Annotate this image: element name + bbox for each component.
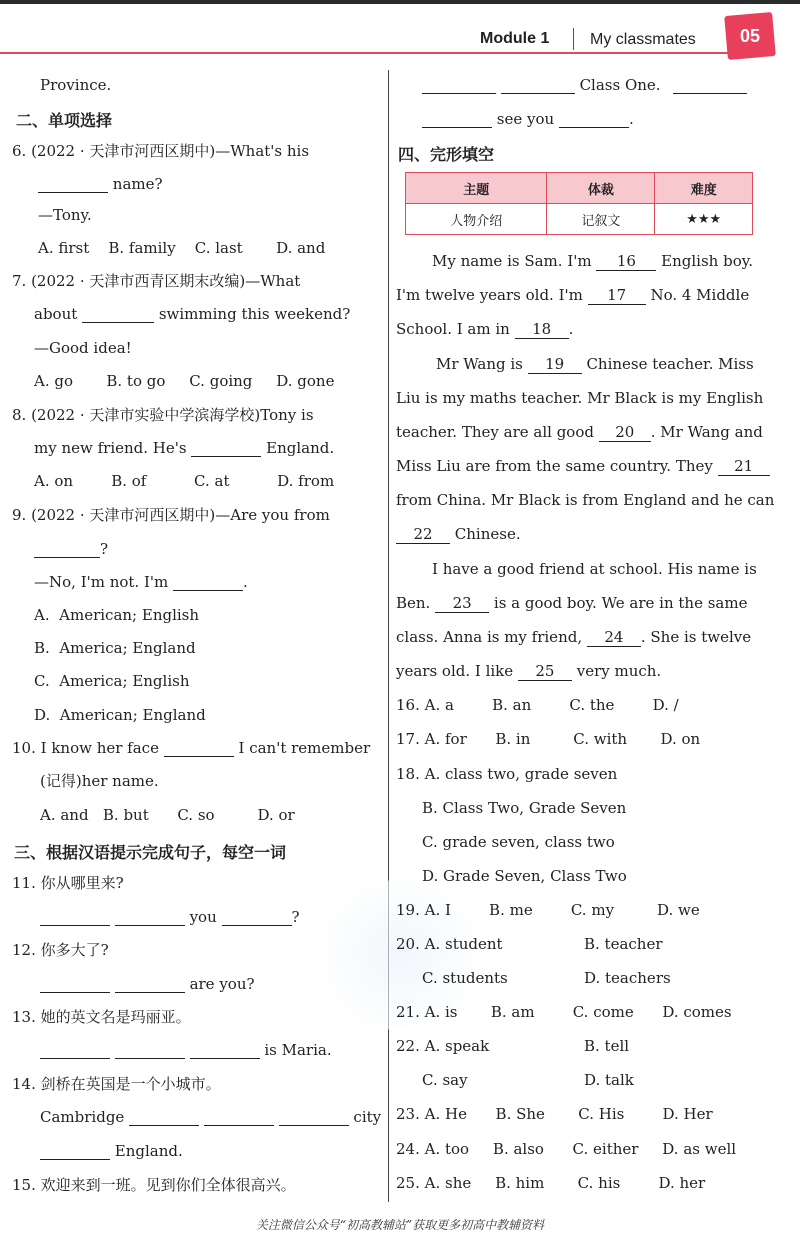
column-divider <box>388 70 389 1202</box>
question-11-line2: you ? <box>40 908 300 926</box>
question-7: 7. (2022 · 天津市西青区期末改编)—What <box>12 272 301 290</box>
table-header-cell: 体裁 <box>547 173 655 204</box>
header-rule <box>0 52 730 54</box>
question-8: 8. (2022 · 天津市实验中学滨海学校)Tony is <box>12 406 314 424</box>
section-heading: 四、完形填空 <box>398 145 495 164</box>
passage-line: I have a good friend at school. His name is <box>432 560 757 578</box>
option-line-20d: D. teachers <box>584 969 671 987</box>
option-line-22d: D. talk <box>584 1071 634 1089</box>
question-6-answer: —Tony. <box>38 206 92 224</box>
question-9-option-a: A. American; English <box>34 606 200 624</box>
question-15-line3: see you . <box>422 110 634 128</box>
question-10-line2: (记得)her name. <box>40 772 159 790</box>
module-title: Module 1 <box>480 30 550 47</box>
table-header-cell: 主题 <box>406 173 547 204</box>
table-header-row <box>406 173 753 204</box>
option-line-24: 24. A. too B. also C. either D. as well <box>396 1140 737 1158</box>
table-cell: 人物介绍 <box>406 204 547 235</box>
option-line-25: 25. A. she B. him C. his D. her <box>396 1174 706 1192</box>
question-13-line2: is Maria. <box>40 1041 332 1059</box>
passage-line: Miss Liu are from the same country. They 21 <box>396 457 770 476</box>
option-line-19: 19. A. I B. me C. my D. we <box>396 901 700 919</box>
option-line-16: 16. A. a B. an C. the D. / <box>396 696 679 714</box>
option-line-22a: 22. A. speak <box>396 1037 490 1055</box>
passage-line: I'm twelve years old. I'm 17 No. 4 Middle <box>396 286 750 304</box>
table-header-cell: 难度 <box>655 173 753 204</box>
section-heading: 三、根据汉语提示完成句子，每空一词 <box>14 843 287 862</box>
option-line-18b: B. Class Two, Grade Seven <box>422 799 627 817</box>
page-number: 05 <box>739 26 761 46</box>
passage-line: Liu is my maths teacher. Mr Black is my English <box>396 389 764 407</box>
question-6: 6. (2022 · 天津市河西区期中)—What's his <box>12 142 310 160</box>
question-15-line2: Class One. <box>422 76 747 94</box>
question-12: 12. 你多大了? <box>12 941 109 959</box>
option-line-18c: C. grade seven, class two <box>422 833 615 851</box>
passage-line: teacher. They are all good 20 . Mr Wang and <box>396 423 763 441</box>
option-line-20a: 20. A. student <box>396 935 503 953</box>
question-14: 14. 剑桥在英国是一个小城市。 <box>12 1075 221 1093</box>
option-line-18a: 18. A. class two, grade seven <box>396 765 618 783</box>
question-10-options: A. and B. but C. so D. or <box>40 806 295 824</box>
table-cell: 记叙文 <box>547 204 655 235</box>
passage-line: My name is Sam. I'm 16 English boy. <box>432 252 753 270</box>
table-row <box>406 204 753 235</box>
passage-line: Mr Wang is 19 Chinese teacher. Miss <box>436 355 754 373</box>
passage-line: from China. Mr Black is from England and he can <box>396 491 775 509</box>
question-9-option-c: C. America; English <box>34 672 190 690</box>
question-9: 9. (2022 · 天津市河西区期中)—Are you from <box>12 506 330 524</box>
question-15: 15. 欢迎来到一班。见到你们全体很高兴。 <box>12 1176 296 1194</box>
question-7-line2: about swimming this weekend? <box>34 305 351 323</box>
option-line-22b: B. tell <box>584 1037 630 1055</box>
table-cell: ★★★ <box>655 204 753 235</box>
question-11: 11. 你从哪里来? <box>12 874 124 892</box>
option-line-18d: D. Grade Seven, Class Two <box>422 867 627 885</box>
question-12-line2: are you? <box>40 975 255 993</box>
unit-title: My classmates <box>590 31 696 48</box>
top-border <box>0 0 800 4</box>
option-line-20c: C. students <box>422 969 508 987</box>
passage-line: School. I am in 18 . <box>396 320 574 338</box>
info-table <box>405 172 753 235</box>
section-heading: 二、单项选择 <box>16 111 113 130</box>
option-line-21: 21. A. is B. am C. come D. comes <box>396 1003 732 1021</box>
question-14-line3: England. <box>40 1142 183 1160</box>
option-line-20b: B. teacher <box>584 935 663 953</box>
passage-line: Ben. 23 is a good boy. We are in the same <box>396 594 748 612</box>
question-10: 10. I know her face I can't remember <box>12 739 371 757</box>
question-9-option-b: B. America; England <box>34 639 196 657</box>
option-line-23: 23. A. He B. She C. His D. Her <box>396 1105 713 1123</box>
passage-line: class. Anna is my friend, 24 . She is twelve <box>396 628 752 646</box>
question-9-line2: ? <box>34 540 108 558</box>
question-8-line2: my new friend. He's England. <box>34 439 335 457</box>
header-separator <box>573 28 574 50</box>
option-line-17: 17. A. for B. in C. with D. on <box>396 730 701 748</box>
question-7-answer: —Good idea! <box>34 339 132 357</box>
question-7-options: A. go B. to go C. going D. gone <box>34 372 335 390</box>
footer-note: 关注微信公众号“初高教辅站”获取更多初高中教辅资料 <box>255 1218 545 1232</box>
text-line: Province. <box>40 76 112 94</box>
question-14-line2: Cambridge city <box>40 1108 382 1126</box>
passage-line: years old. I like 25 very much. <box>396 662 662 680</box>
question-9-option-d: D. American; England <box>34 706 206 724</box>
question-8-options: A. on B. of C. at D. from <box>34 472 335 490</box>
question-6-options: A. first B. family C. last D. and <box>38 239 326 257</box>
passage-line: 22 Chinese. <box>396 525 521 544</box>
question-9-line3: —No, I'm not. I'm . <box>34 573 248 591</box>
option-line-22c: C. say <box>422 1071 468 1089</box>
question-13: 13. 她的英文名是玛丽亚。 <box>12 1008 191 1026</box>
question-6-line2: name? <box>38 175 163 193</box>
